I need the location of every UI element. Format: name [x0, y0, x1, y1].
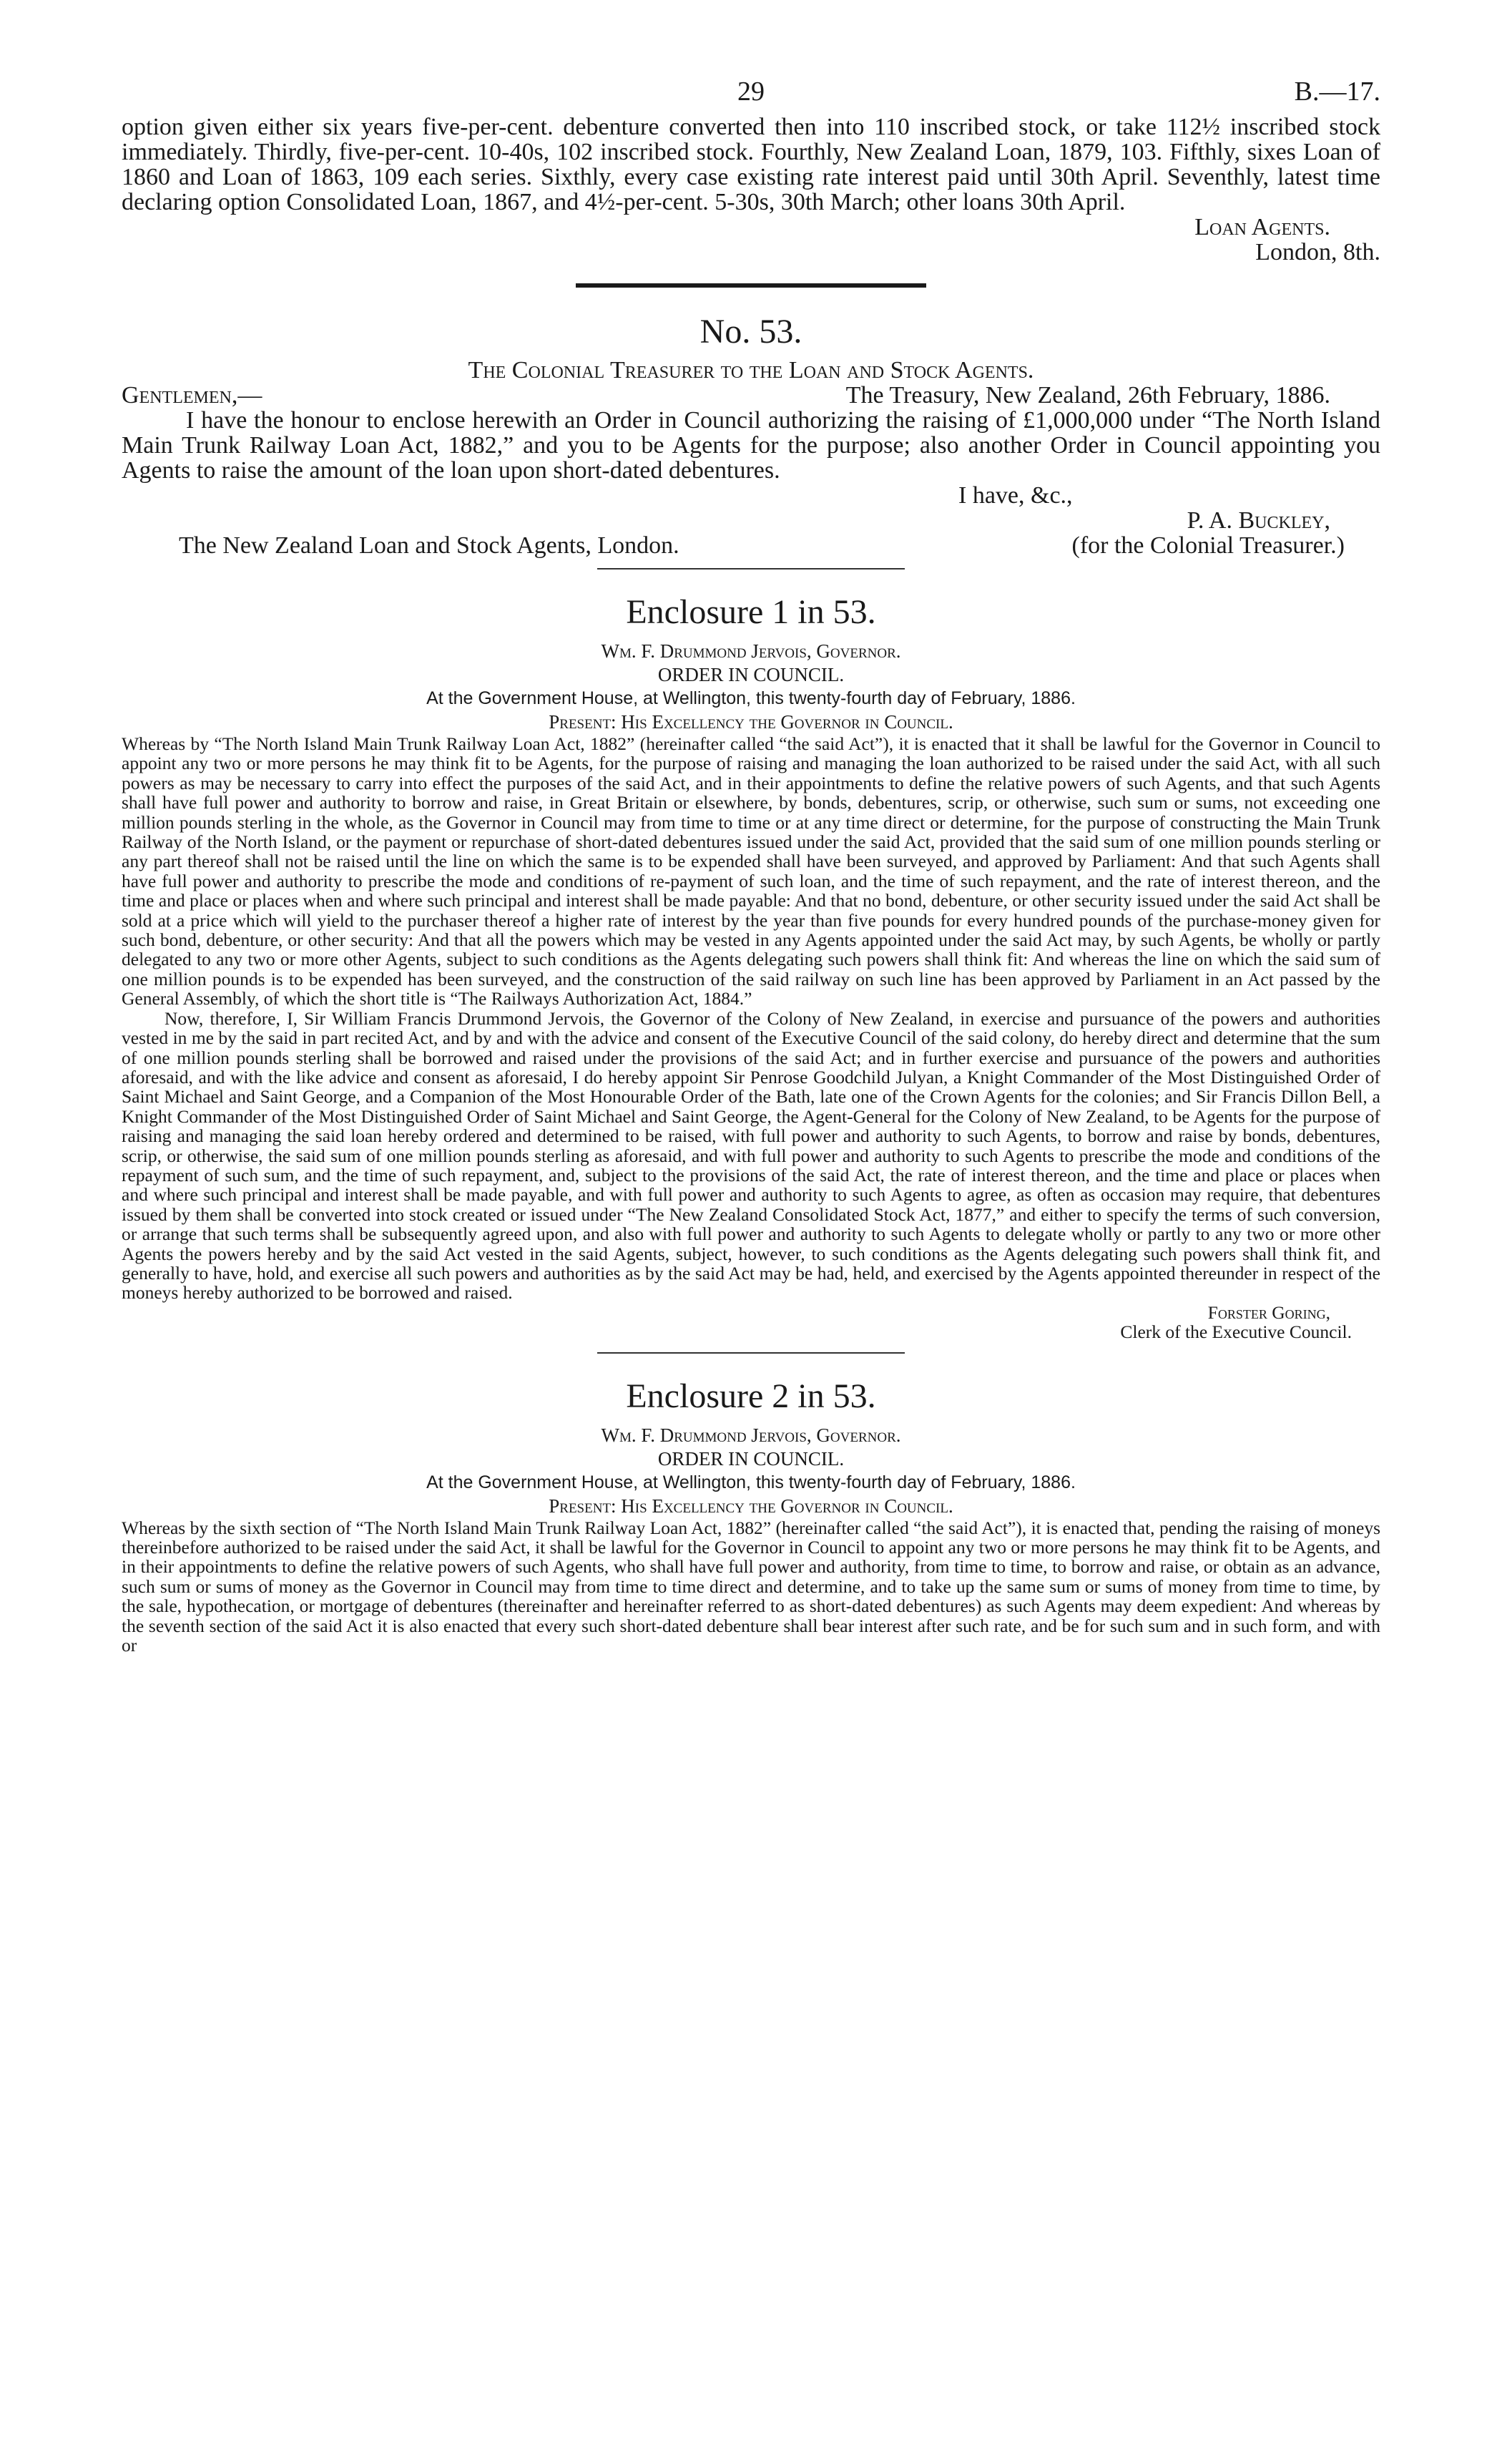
letter-closing: I have, &c.,	[958, 482, 1073, 509]
enclosure-2-location: At the Government House, at Wellington, this twenty-fourth day of February, 1886.	[426, 1472, 1076, 1492]
letter-place-date: The Treasury, New Zealand, 26th February, 1886.	[845, 382, 1330, 409]
letter-heading-row	[122, 383, 1380, 408]
enclosure-1-governor: Wm. F. Drummond Jervois, Governor.	[601, 640, 901, 662]
letter-signer-note: (for the Colonial Treasurer.)	[1071, 532, 1345, 559]
section-divider	[597, 568, 905, 569]
document-reference: B.—17.	[1294, 77, 1380, 107]
enclosure-2-title: Enclosure 2 in 53.	[626, 1377, 876, 1415]
enclosure-2-order-heading: ORDER IN COUNCIL.	[657, 1447, 845, 1470]
enclosure-2-paragraph-1: Whereas by the sixth section of “The North Island Main Trunk Railway Loan Act, 1882” (hereinafter called “the said Act”), it is enacted that, pending the raising of moneys thereinbefore authorized to be raised under the said Act, it shall be lawful for the Governor in Council to appoint any two or more persons he may think fit to be Agents, and in their appointments to define the relative powers of such Agents, who shall have full power and authority, from time to time, to borrow and raise, or obtain as an advance, such sum or sums of money as the Governor in Council may from time to time direct and determine, and to take up the same sum or sums of money from time to time, by the sale, hypothecation, or mortgage of debentures (thereinafter and hereinafter referred to as short-dated debentures) as such Agents may deem expedient: And whereas by the seventh section of the said Act it is also enacted that every such short-dated debenture shall bear interest after such rate, and be for such sum and in such form, and with or	[122, 1517, 1380, 1656]
letter-addressee: The New Zealand Loan and Stock Agents, London.	[179, 532, 679, 559]
enclosure-1-order-heading: ORDER IN COUNCIL.	[657, 664, 845, 685]
letter-body: I have the honour to enclose herewith an Order in Council authorizing the raising of £1,000,000 under “The North Island Main Trunk Railway Loan Act, 1882,” and you to be Agents for the purpose; also another Order in Council appointing you Agents to raise the amount of the loan upon short-dated debentures.	[122, 407, 1380, 484]
enclosure-2-present: Present: His Excellency the Governor in Council.	[549, 1495, 953, 1517]
section-divider	[576, 283, 926, 288]
enclosure-2-governor: Wm. F. Drummond Jervois, Governor.	[601, 1424, 901, 1446]
letter-number: No. 53.	[699, 313, 802, 351]
enclosure-1-location: At the Government House, at Wellington, this twenty-fourth day of February, 1886.	[426, 688, 1076, 708]
enclosure-1-paragraph-1: Whereas by “The North Island Main Trunk Railway Loan Act, 1882” (hereinafter called “the said Act”), it is enacted that it shall be lawful for the Governor in Council to appoint any two or more persons he may think fit to be Agents, for the purpose of raising and managing the loan authorized to be raised under the said Act, with all such powers as may be necessary to carry into effect the purposes of the said Act, and in their appointments to define the relative powers of such Agents, and that such Agents shall have full power and authority to borrow and raise, in Great Britain or elsewhere, by bonds, debentures, scrip, or otherwise, such sum or sums, not exceeding one million pounds sterling in the whole, as the Governor in Council may from time to time or at any time direct or determine, for the purpose of constructing the Main Trunk Railway of the North Island, or the payment or repurchase of short-dated debentures issued under the said Act, provided that the said sum of one million pounds sterling or any part thereof shall not be raised until the line on which the same is to be expended shall have been surveyed, and approved by Parliament: And that such Agents shall have full power and authority to prescribe the mode and conditions of re-payment of such loan, and the time of such repayment, and the rate of interest thereon, and the time and place or places when and where such principal and interest shall be made payable: And that no bond, debenture, or other security issued under the said Act shall be sold at a price which will yield to the purchaser thereof a higher rate of interest by the year than five pounds for every hundred pounds of the purchase-money given for such bond, debenture, or other security: And that all the powers which may be vested in any Agents appointed under the said Act may, by such Agents, be wholly or partly delegated to any two or more other Agents, subject to such conditions as the Agents delegating such powers shall think fit: And whereas the line on which the said sum of one million pounds is to be expended has been surveyed, and the construction of the said railway on such line has been approved by Parliament in an Act passed by the General Assembly, of which the short title is “The Railways Authorization Act, 1884.”	[122, 733, 1380, 1009]
section-divider	[597, 1352, 905, 1354]
opening-paragraph: option given either six years five-per-cent. debenture converted then into 110 inscribed stock, or take 112½ inscribed stock immediately. Thirdly, five-per-cent. 10-40s, 102 inscribed stock. Fourthly, New Zealand Loan, 1879, 103. Fifthly, sixes Loan of 1860 and Loan of 1863, 109 each series. Sixthly, every case existing rate interest paid until 30th April. Seventhly, latest time declaring option Consolidated Loan, 1867, and 4½-per-cent. 5-30s, 30th March; other loans 30th April.	[122, 114, 1380, 215]
opening-place-date: London, 8th.	[1255, 239, 1380, 265]
enclosure-1-title: Enclosure 1 in 53.	[626, 593, 876, 631]
page-header	[122, 72, 1380, 114]
enclosure-1-signer-title: Clerk of the Executive Council.	[1120, 1321, 1352, 1343]
document-page	[122, 72, 1380, 1655]
enclosure-1-paragraph-2: Now, therefore, I, Sir William Francis Drummond Jervois, the Governor of the Colony of New Zealand, in exercise and pursuance of the powers and authorities vested in me by the said in part recited Act, and by and with the advice and consent of the Executive Council of the said colony, do hereby direct and determine that the sum of one million pounds sterling shall be borrowed and raised under the provisions of the said Act; and in further exercise and pursuance of the powers and authorities aforesaid, and with the like advice and consent as aforesaid, I do hereby appoint Sir Penrose Goodchild Julyan, a Knight Commander of the Most Distinguished Order of Saint Michael and Saint George, and a Companion of the Most Honourable Order of the Bath, late one of the Crown Agents for the colonies; and Sir Francis Dillon Bell, a Knight Commander of the Most Distinguished Order of Saint Michael and Saint George, the Agent-General for the Colony of New Zealand, to be Agents for the purpose of raising and managing the said loan hereby ordered and determined to be raised, with full power and authority to such Agents, to borrow and raise by bonds, debentures, scrip, or otherwise, the said sum of one million pounds sterling as aforesaid, and with full power and authority to such Agents to prescribe the mode and conditions of the repayment of such sum, and the time of such repayment, and, subject to the provisions of the said Act, the rate of interest thereon, and the time and place or places when and where such principal and interest shall be made payable, and with full power and authority to such Agents to agree, as often as occasion may require, that debentures issued by them shall be converted into stock created or issued under “The New Zealand Consolidated Stock Act, 1877,” and either to specify the terms of such conversion, or arrange that such terms shall be subsequently agreed upon, and also with full power and authority to such Agents to delegate wholly or partly to any two or more other Agents the powers hereby and by the said Act vested in the said Agents, subject, however, to such conditions as the Agents delegating such powers shall think fit, and generally to have, hold, and exercise all such powers and authorities as by the said Act may be had, held, and exercised by the Agents appointed thereunder in respect of the moneys hereby authorized to be borrowed and raised.	[122, 1007, 1380, 1304]
letter-subtitle: The Colonial Treasurer to the Loan and Stock Agents.	[468, 357, 1034, 383]
letter-footer-row	[122, 533, 1380, 558]
opening-signature: Loan Agents.	[1194, 214, 1330, 240]
enclosure-1-present: Present: His Excellency the Governor in Council.	[549, 711, 953, 733]
page-number: 29	[737, 77, 765, 107]
enclosure-1-signer: Forster Goring,	[1207, 1301, 1330, 1323]
letter-salutation: Gentlemen,—	[122, 382, 262, 409]
letter-signer: P. A. Buckley,	[1187, 507, 1330, 534]
